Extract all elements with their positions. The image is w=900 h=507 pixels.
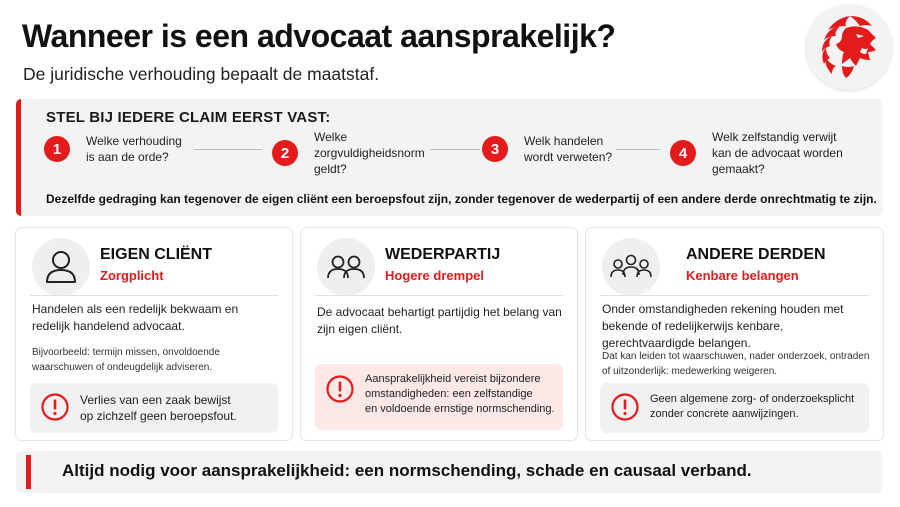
card-note-box [315, 364, 563, 430]
alert-icon [40, 392, 70, 422]
card-main-text: Handelen als een redelijk bekwaam en redelijk handelend advocaat. [32, 302, 239, 333]
card-note-box [30, 383, 278, 433]
card-main-text: De advocaat behartigt partijdig het belang van zijn eigen cliënt. [317, 305, 562, 336]
card-subtitle: Kenbare belangen [686, 268, 799, 283]
step-number: 3 [482, 136, 508, 162]
step-3 [482, 133, 612, 165]
card-subtitle: Zorgplicht [100, 268, 164, 283]
lion-head-icon [806, 4, 892, 90]
person-icon [32, 238, 90, 296]
card-divider [30, 295, 278, 296]
step-number: 2 [272, 140, 298, 166]
card-wederpartij [301, 228, 577, 440]
card-title: ANDERE DERDEN [686, 246, 826, 263]
step-2 [272, 129, 425, 177]
page-title: Wanneer is een advocaat aansprakelijk? [22, 18, 616, 54]
card-extra-text: Dat kan leiden tot waarschuwen, nader onderzoek, ontraden of uitzonderlijk: medewerking weigeren. [602, 351, 870, 377]
step-number: 4 [670, 140, 696, 166]
steps-accent-bar [16, 99, 21, 216]
avatar [32, 238, 90, 296]
two-people-icon [317, 238, 375, 296]
card-note-text: Verlies van een zaak bewijst op zichzelf geen beroepsfout. [80, 393, 237, 423]
avatar [317, 238, 375, 296]
step-text: Welke verhouding is aan de orde? [86, 134, 182, 164]
step-connector [194, 149, 262, 150]
card-subtitle: Hogere drempel [385, 268, 484, 283]
page-subtitle: De juridische verhouding bepaalt de maatstaf. [23, 64, 380, 84]
banner-text: Altijd nodig voor aansprakelijkheid: een normschending, schade en causaal verband. [62, 461, 752, 480]
card-divider [315, 295, 563, 296]
bottom-banner [16, 451, 883, 493]
card-andere-derden [586, 228, 883, 440]
card-main-text: Onder omstandigheden rekening houden met bekende of redelijkerwijs kenbare, gerechtvaardigde belangen. [602, 302, 844, 350]
avatar [602, 238, 660, 296]
card-divider [600, 295, 869, 296]
step-text: Welk handelen wordt verweten? [524, 134, 613, 164]
step-number: 1 [44, 136, 70, 162]
alert-icon [610, 392, 640, 422]
card-eigen-client [16, 228, 292, 440]
step-4 [670, 129, 843, 177]
steps-panel [16, 99, 883, 216]
card-note-box [600, 383, 869, 433]
step-connector [616, 149, 660, 150]
step-text: Welk zelfstandig verwijt kan de advocaat worden gemaakt? [712, 130, 843, 176]
card-note-text: Geen algemene zorg- of onderzoeksplicht zonder concrete aanwijzingen. [650, 393, 855, 420]
card-title: WEDERPARTIJ [385, 246, 501, 263]
steps-note: Dezelfde gedraging kan tegenover de eigen cliënt een beroepsfout zijn, zonder tegenover de wederpartij of een andere derde onrechtmatig te zijn. [46, 192, 877, 206]
steps-heading: STEL BIJ IEDERE CLAIM EERST VAST: [46, 109, 331, 126]
logo [806, 4, 892, 90]
group-icon [602, 238, 660, 296]
card-extra-text: Bijvoorbeeld: termijn missen, onvoldoende waarschuwen of ondeugdelijk adviseren. [32, 347, 220, 373]
step-connector [430, 149, 480, 150]
step-text: Welke zorgvuldigheidsnorm geldt? [314, 130, 425, 176]
alert-icon [325, 374, 355, 404]
banner-accent-bar [26, 455, 31, 489]
card-note-text: Aansprakelijkheid vereist bijzondere omstandigheden: een zelfstandige en voldoende ernstige normschending. [365, 373, 555, 415]
card-title: EIGEN CLIËNT [100, 246, 213, 263]
step-1 [44, 133, 182, 165]
